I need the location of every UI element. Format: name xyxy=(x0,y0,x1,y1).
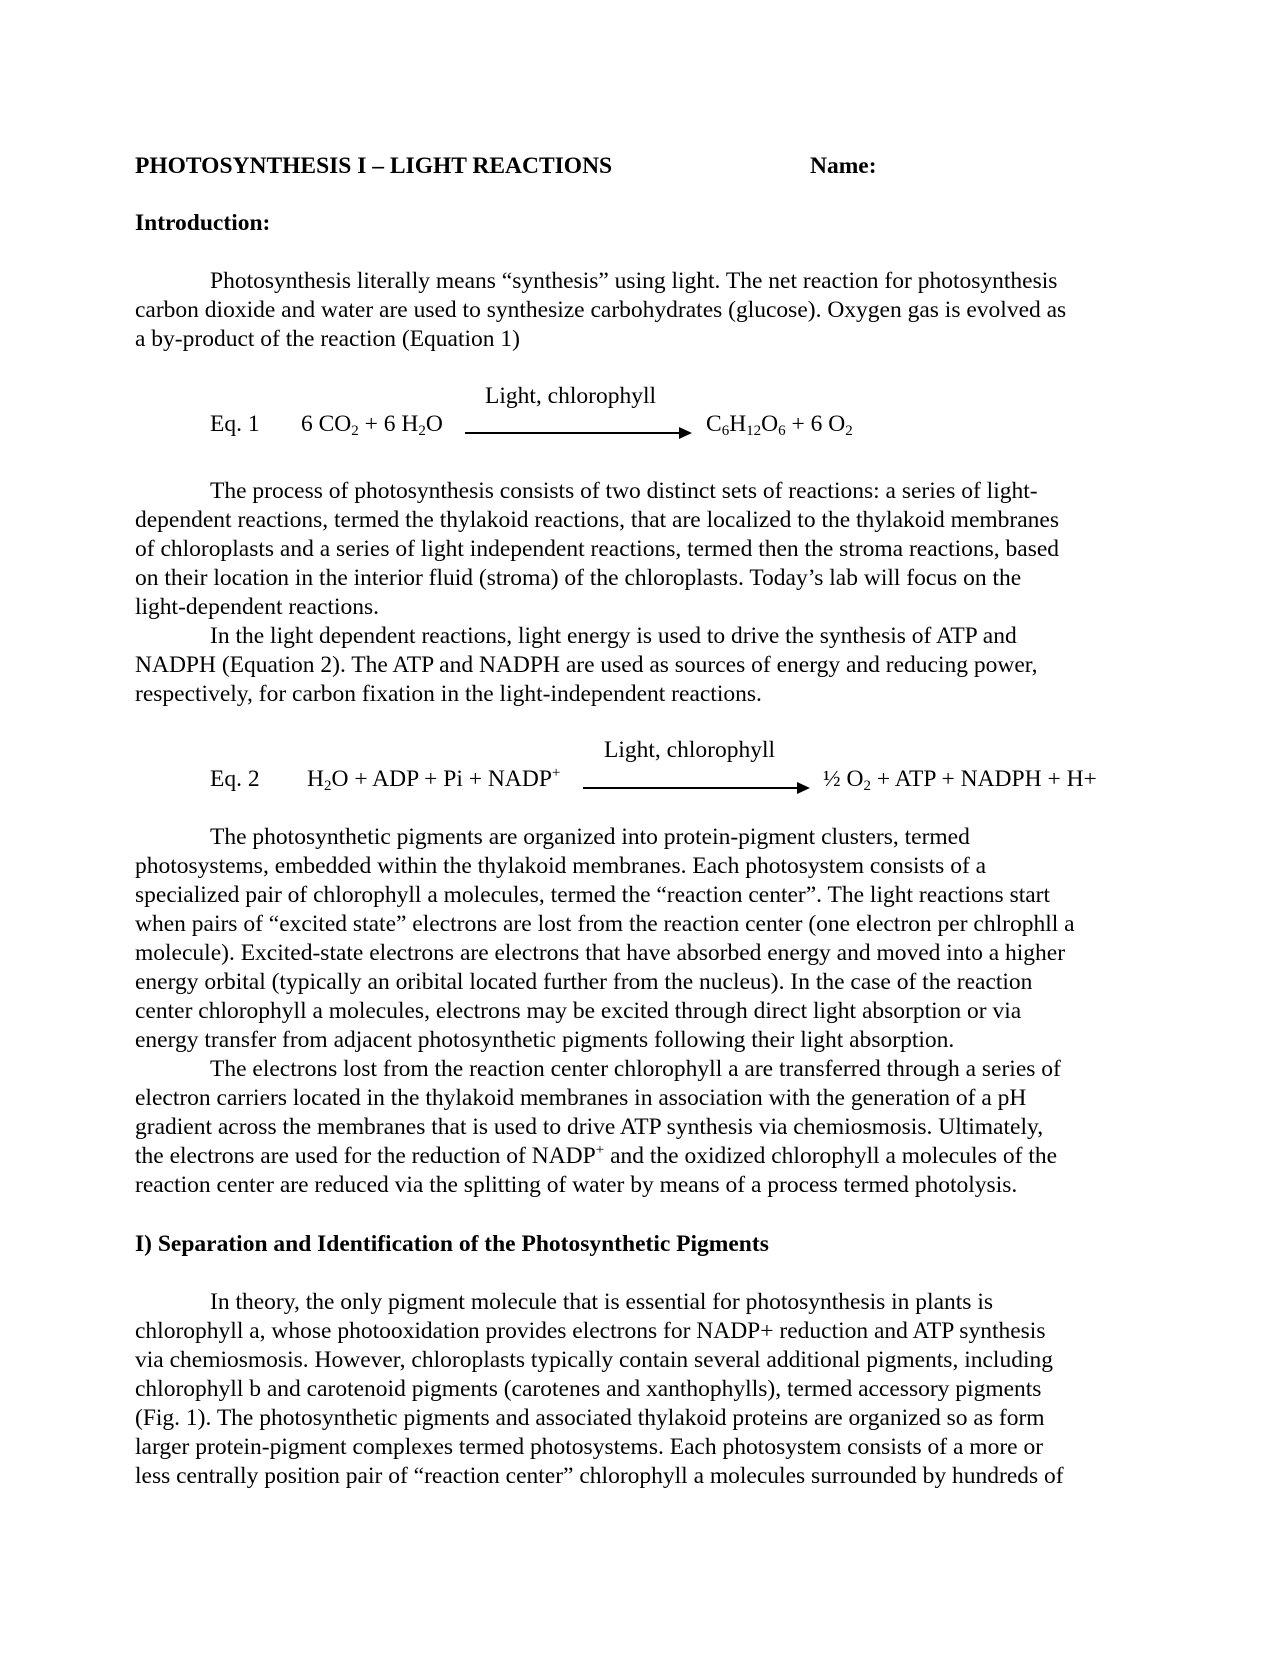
eq2-products xyxy=(823,765,1097,794)
formula-text: H xyxy=(307,766,324,792)
paragraph-line: carbon dioxide and water are used to synthesize carbohydrates (glucose). Oxygen gas is evolved as xyxy=(135,297,1067,323)
eq1-label: Eq. 1 xyxy=(210,411,260,437)
paragraph-line: energy orbital (typically an oribital located further from the nucleus). In the case of the reaction xyxy=(135,969,1033,995)
paragraph-line: chlorophyll b and carotenoid pigments (carotenes and xanthophylls), termed accessory pigments xyxy=(135,1376,1042,1402)
subscript: 2 xyxy=(863,778,871,794)
eq2-condition: Light, chlorophyll xyxy=(604,737,776,763)
eq2-label: Eq. 2 xyxy=(210,766,260,792)
paragraph-line: gradient across the membranes that is used to drive ATP synthesis via chemiosmosis. Ultimately, xyxy=(135,1114,1044,1140)
paragraph-line xyxy=(135,1142,1140,1171)
formula-text: O xyxy=(425,411,443,437)
paragraph-line: Photosynthesis literally means “synthesis” using light. The net reaction for photosynthesis xyxy=(210,268,1058,294)
paragraph-line: The electrons lost from the reaction center chlorophyll a are transferred through a series of xyxy=(210,1056,1061,1082)
subscript: 12 xyxy=(746,423,762,439)
paragraph-line: light-dependent reactions. xyxy=(135,594,380,620)
eq1-reaction-arrow xyxy=(465,432,690,434)
formula-text: H xyxy=(729,411,747,437)
introduction-heading: Introduction: xyxy=(135,210,271,236)
formula-text: + ATP + NADPH + H+ xyxy=(870,766,1097,792)
eq1-condition: Light, chlorophyll xyxy=(485,383,657,409)
section-1-heading: I) Separation and Identification of the Photosynthetic Pigments xyxy=(135,1231,769,1257)
paragraph-line: on their location in the interior fluid (stroma) of the chloroplasts. Today’s lab will focus on the xyxy=(135,565,1022,591)
light-dependent-paragraph xyxy=(135,622,1140,709)
paragraph-line: via chemiosmosis. However, chloroplasts typically contain several additional pigments, including xyxy=(135,1347,1053,1373)
formula-text: O xyxy=(761,411,779,437)
subscript: 6 xyxy=(721,423,730,439)
paragraph-line: molecule). Excited-state electrons are electrons that have absorbed energy and moved into a higher xyxy=(135,940,1066,966)
formula-text: C xyxy=(706,411,722,437)
formula-text: + 6 H xyxy=(358,411,419,437)
superscript: + xyxy=(551,765,561,781)
paragraph-line: center chlorophyll a molecules, electrons may be excited through direct light absorption or via xyxy=(135,998,1022,1024)
formula-text: + 6 O xyxy=(785,411,846,437)
eq2-reaction-arrow xyxy=(583,787,808,789)
paragraph-line: energy transfer from adjacent photosynthetic pigments following their light absorption. xyxy=(135,1027,955,1053)
formula-text: ½ O xyxy=(823,766,864,792)
paragraph-line: specialized pair of chlorophyll a molecules, termed the “reaction center”. The light reactions start xyxy=(135,882,1051,908)
paragraph-line: when pairs of “excited state” electrons are lost from the reaction center (one electron per chlrophll a xyxy=(135,911,1075,937)
paragraph-line: respectively, for carbon fixation in the light-independent reactions. xyxy=(135,681,762,707)
paragraph-line: larger protein-pigment complexes termed photosystems. Each photosystem consists of a more or xyxy=(135,1434,1044,1460)
eq1-reactants xyxy=(301,410,443,439)
formula-text: 6 CO xyxy=(301,411,352,437)
subscript: 2 xyxy=(323,778,332,794)
line-text: the electrons are used for the reduction of NADP xyxy=(135,1143,596,1169)
subscript: 2 xyxy=(351,423,359,439)
paragraph-line: photosystems, embedded within the thylakoid membranes. Each photosystem consists of a xyxy=(135,853,987,879)
line-text: and the oxidized chlorophyll a molecules of the xyxy=(604,1143,1058,1169)
formula-text: O + ADP + Pi + NADP xyxy=(331,766,552,792)
intro-paragraph xyxy=(135,267,1140,354)
paragraph-line: less centrally position pair of “reaction center” chlorophyll a molecules surrounded by hundreds of xyxy=(135,1463,1064,1489)
name-label: Name: xyxy=(810,153,877,179)
paragraph-line: dependent reactions, termed the thylakoid reactions, that are localized to the thylakoid membranes xyxy=(135,507,1059,533)
eq2-reactants xyxy=(307,765,560,794)
pigments-paragraph xyxy=(135,1288,1140,1491)
paragraph-line: electron carriers located in the thylakoid membranes in association with the generation of a pH xyxy=(135,1085,1027,1111)
subscript: 2 xyxy=(418,423,426,439)
photosystems-paragraph xyxy=(135,823,1140,1055)
subscript: 2 xyxy=(845,423,853,439)
paragraph-line: chlorophyll a, whose photooxidation provides electrons for NADP+ reduction and ATP synthesis xyxy=(135,1318,1046,1344)
paragraph-line: a by-product of the reaction (Equation 1) xyxy=(135,326,520,352)
paragraph-line: The process of photosynthesis consists of two distinct sets of reactions: a series of light- xyxy=(210,478,1038,504)
eq1-products xyxy=(706,410,853,439)
paragraph-line: The photosynthetic pigments are organized into protein-pigment clusters, termed xyxy=(210,824,970,850)
paragraph-line: reaction center are reduced via the splitting of water by means of a process termed photolysis. xyxy=(135,1172,1018,1198)
subscript: 6 xyxy=(778,423,786,439)
thylakoid-paragraph xyxy=(135,477,1140,622)
paragraph-line: of chloroplasts and a series of light independent reactions, termed then the stroma reactions, based xyxy=(135,536,1060,562)
superscript-plus: + xyxy=(595,1142,605,1158)
paragraph-line: (Fig. 1). The photosynthetic pigments and associated thylakoid proteins are organized so as form xyxy=(135,1405,1045,1431)
paragraph-line: In theory, the only pigment molecule that is essential for photosynthesis in plants is xyxy=(210,1289,993,1315)
paragraph-line: In the light dependent reactions, light energy is used to drive the synthesis of ATP and xyxy=(210,623,1017,649)
paragraph-line: NADPH (Equation 2). The ATP and NADPH are used as sources of energy and reducing power, xyxy=(135,652,1038,678)
electron-transport-paragraph xyxy=(135,1055,1140,1200)
document-title: PHOTOSYNTHESIS I – LIGHT REACTIONS xyxy=(135,153,613,179)
